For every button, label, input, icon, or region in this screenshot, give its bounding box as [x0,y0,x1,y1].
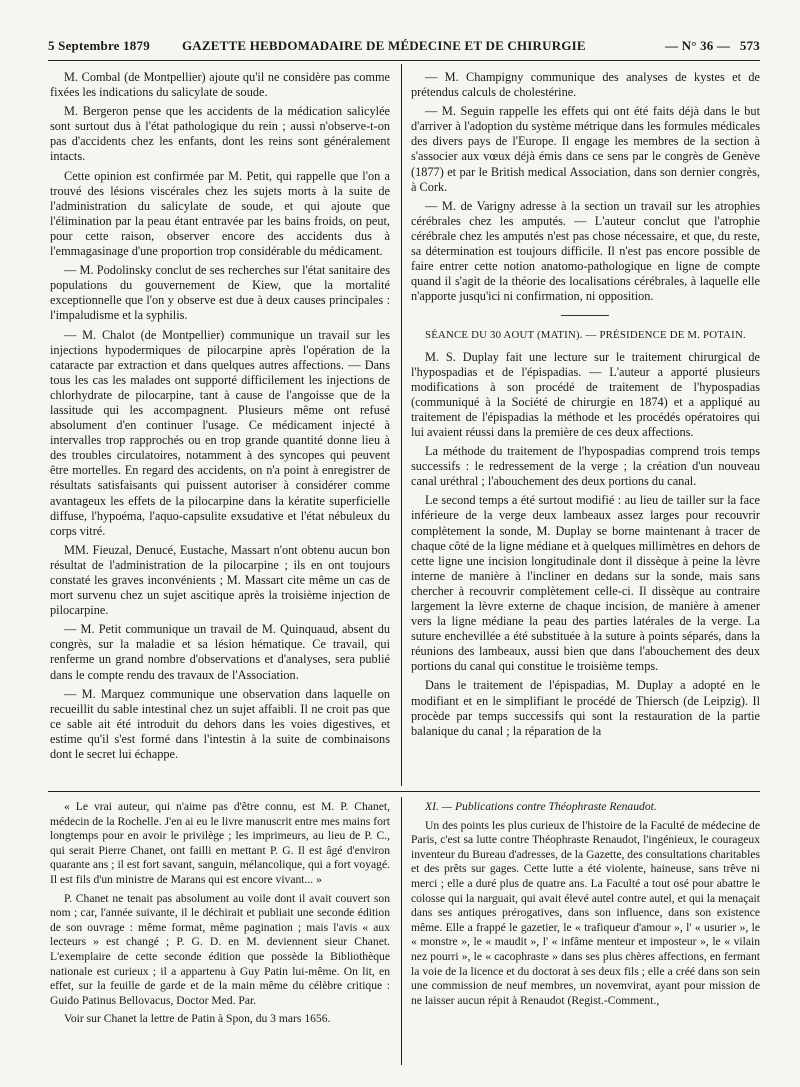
session-heading: SÉANCE DU 30 AOUT (MATIN). — PRÉSIDENCE DE M. POTAIN. [425,329,746,342]
separator [411,308,760,322]
column-divider-bottom [401,797,402,1065]
page-header [48,38,760,58]
paragraph: Le second temps a été surtout modifié : au lieu de tailler sur la face inférieure de la verge deux lambeaux assez larges pour recouvrir complètement la sonde, M. Duplay se borne maintenant à tracer de chaque côté de la ligne médiane et à quelques millimètres en dehors de cette ligne une incision longitudinale dont il dissèque à peine la lèvre interne de manière à l'incliner en dedans sur la sonde, mais sans chercher à recouvrir complètement celle-ci. Il dissèque au contraire largement la lèvre externe de chaque incision, de manière à amener vers la ligne médiane la peau des parties latérales de la verge. La suture enchevillée a été substituée à la suture à points séparés, dans la réunions des lambeaux, aussi bien que dans l'abouchement des deux portions du canal qui constitue le troisième temps. [411,493,760,674]
paragraph: — M. de Varigny adresse à la section un travail sur les atrophies cérébrales chez les amputés. — L'auteur conclut que l'atrophie cérébrale chez les amputés n'est pas chose nécessaire, et que, du reste, sa détermination est toujours difficile. Il n'est pas encore possible de faire entrer cette notion anatomo-pathologique en ligne de compte quand il s'agit de la théorie des localisations cérébrales, à laquelle elle n'apporte jusqu'ici ni confirmation, ni opposition. [411,198,760,304]
paragraph: — M. Podolinsky conclut de ses recherches sur l'état sanitaire des populations du gouvernement de Kiew, que la mortalité exceptionnelle que l'on y observe est due à deux causes principales : l'impaludisme et la syphilis. [50,263,390,323]
left-column-bottom [50,800,390,1068]
paragraph: Un des points les plus curieux de l'histoire de la Faculté de médecine de Paris, c'est sa lutte contre Théophraste Renaudot, l'ingénieux, le courageux inventeur du Bureau d'adresses, de la Gazette, des consultations charitables et des prêts sur gages. Cette lutte a été violente, haineuse, sans trêve ni merci ; elle a duré plus de quatre ans. La Faculté a tout osé pour abattre le colosse qui la narguait, qui avait élevé autel contre autel, et qui la menaçait dans ses antiques prérogatives, dans son influence, dans son existence même. Elle a frappé le gazetier, le « trafiqueur d'amour », l' « usurier », le « monstre », le « maudit », l' « infâme menteur et imposteur », le « vilain nez pourri », le « cacophraste » dans ses plus chères affections, en fermant la voie de la licence et du doctorat à ses deux fils ; elle a créé dans son sein une commission de neuf membres, un novemvirat, ayant pour mission de ne laisser aucun répit à Renaudot (Regist.-Comment., [411,818,760,1007]
paragraph: — M. Seguin rappelle les effets qui ont été faits déjà dans le but d'arriver à l'adoption du système métrique dans les formules médicales des divers pays de l'Europe. Il engage les membres de la section à s'associer aux vœux déjà émis dans ce sens par le congrès de Genève (1877) et par le British medical Association, dans son dernier congrès, à Cork. [411,104,760,194]
left-column-top [50,70,390,786]
paragraph: — M. Chalot (de Montpellier) communique un travail sur les injections hypodermiques de pilocarpine après l'opération de la cataracte par extraction et dans quelques autres affections. — Dans tous les cas les malades ont supporté difficilement les injections de chlorhydrate de pilocarpine, tant à cause de l'angoisse que de la lassitude qui les accompagnent. Plusieurs même ont refusé absolument d'en continuer l'usage. Ce médicament injecté à intervalles trop rapprochés ou en trop grande quantité donne lieu à des troubles circulatoires, notamment à des syncopes qui peuvent être mortelles. En regard des accidents, on n'a point à enregistrer de résultats satisfaisants qui puissent autoriser à considérer comme avantageux les effets de la pilocarpine dans la kératite superficielle diffuse, l'hypoéma, l'aquo-capsulite exsudative et l'état nébuleux du corps vitré. [50,327,390,538]
paragraph: — M. Petit communique un travail de M. Quinquaud, absent du congrès, sur la maladie et sa lésion hématique. Ce travail, qui renferme un grand nombre d'observations et d'analyses, sera publié dans le compte rendu des travaux de l'Association. [50,622,390,682]
right-column-bottom [411,800,760,1068]
paragraph: « Le vrai auteur, qui n'aime pas d'être connu, est M. P. Chanet, médecin de la Rochelle. J'en ai eu le livre manuscrit entre mes mains fort longtemps pour en avoir le privilège ; les imprimeurs, au lieu de P. C., qui serait Pierre Chanet, ont failli en mettant P. G. Il est âgé d'environ quarante ans ; il est fort savant, sanguin, mélancolique, qui a fort voyagé. Il est fils d'un ministre de Marans qui est encore vivant... » [50,800,390,886]
paragraph: M. S. Duplay fait une lecture sur le traitement chirurgical de l'hypospadias et de l'épispadias. — L'auteur a apporté plusieurs modifications à son procédé de traitement de l'hypospadias (communiqué à la Société de chirurgie en 1874) et a appliqué au traitement de l'épispadias la méthode et les procédés opératoires qui lui avaient réussi dans la première de ces deux affections. [411,349,760,439]
paragraph: P. Chanet ne tenait pas absolument au voile dont il avait couvert son nom ; car, l'année suivante, il le déchirait et publiait une seconde édition de son ouvrage : même format, même pagination ; mais l'avis « aux lecteurs » est changé ; P. G. D. en M. deviennent sieur Chanet. L'exemplaire de cette seconde édition que possède la Bibliothèque nationale est curieux ; il a appartenu à Guy Patin lui-même. On lit, en effet, sur la feuille de garde et de la main même du célèbre critique : Guido Patinus Bellovacus, Doctor Med. Par. [50,891,390,1007]
paragraph: Cette opinion est confirmée par M. Petit, qui rappelle que l'on a trouvé des lésions viscérales chez les sujets morts à la suite de l'administration du salicylate de soude, et qui ajoute que l'élimination par la peau étant entravée par les bains froids, on peut, pour cette raison, observer encore des accidents dus à l'emmagasinage d'une proportion trop considérable du médicament. [50,168,390,259]
page-number: 573 [739,38,760,53]
paragraph: M. Combal (de Montpellier) ajoute qu'il ne considère pas comme fixées les indications du salicylate de soude. [50,70,390,100]
paragraph: La méthode du traitement de l'hypospadias comprend trois temps successifs : le redressement de la verge ; la création d'un nouveau canal uréthral ; l'abouchement des deux portions du canal. [411,444,760,489]
paragraph: — M. Marquez communique une observation dans laquelle on recueillit du sable intestinal chez un sujet affaibli. Il ne croit pas que ce sable ait été introduit du dehors dans les voies digestives, et estime qu'il s'est formé dans l'intestin à la suite de combinaisons dont le secret lui échappe. [50,686,390,762]
paragraph: Voir sur Chanet la lettre de Patin à Spon, du 3 mars 1656. [64,1012,331,1026]
header-rule [48,60,760,61]
right-column-top [411,70,760,786]
issue-date: 5 Septembre 1879 [48,38,150,53]
issue-number: — N° 36 — [665,38,731,53]
short-rule [561,315,609,316]
paragraph: Dans le traitement de l'épispadias, M. Duplay a adopté en le modifiant et en le simplifiant le procédé de Thiersch (de Leipzig). Il procède par temps successifs qui sont la restauration de la partie balanique du canal ; la réparation de la [411,678,760,738]
section-heading: XI. — Publications contre Théophraste Renaudot. [425,800,657,813]
journal-title: GAZETTE HEBDOMADAIRE DE MÉDECINE ET DE CHIRURGIE [182,38,586,53]
paragraph: M. Bergeron pense que les accidents de la médication salicylée sont surtout dus à l'état pathologique du rein ; aussi n'observe-t-on pas d'accidents chez les enfants, dont les reins sont généralement intacts. [50,104,390,164]
paragraph: MM. Fieuzal, Denucé, Eustache, Massart n'ont obtenu aucun bon résultat de l'administration de la pilocarpine ; ils en ont toujours constaté les graves inconvénients ; M. Massart cite même un cas de mort survenu chez un sujet ascitique après la troisième injection de pilocarpine. [50,542,390,618]
column-divider-top [401,64,402,786]
paragraph: — M. Champigny communique des analyses de kystes et de prétendus calculs de cholestérine. [411,70,760,100]
feuilleton-rule [48,791,760,792]
